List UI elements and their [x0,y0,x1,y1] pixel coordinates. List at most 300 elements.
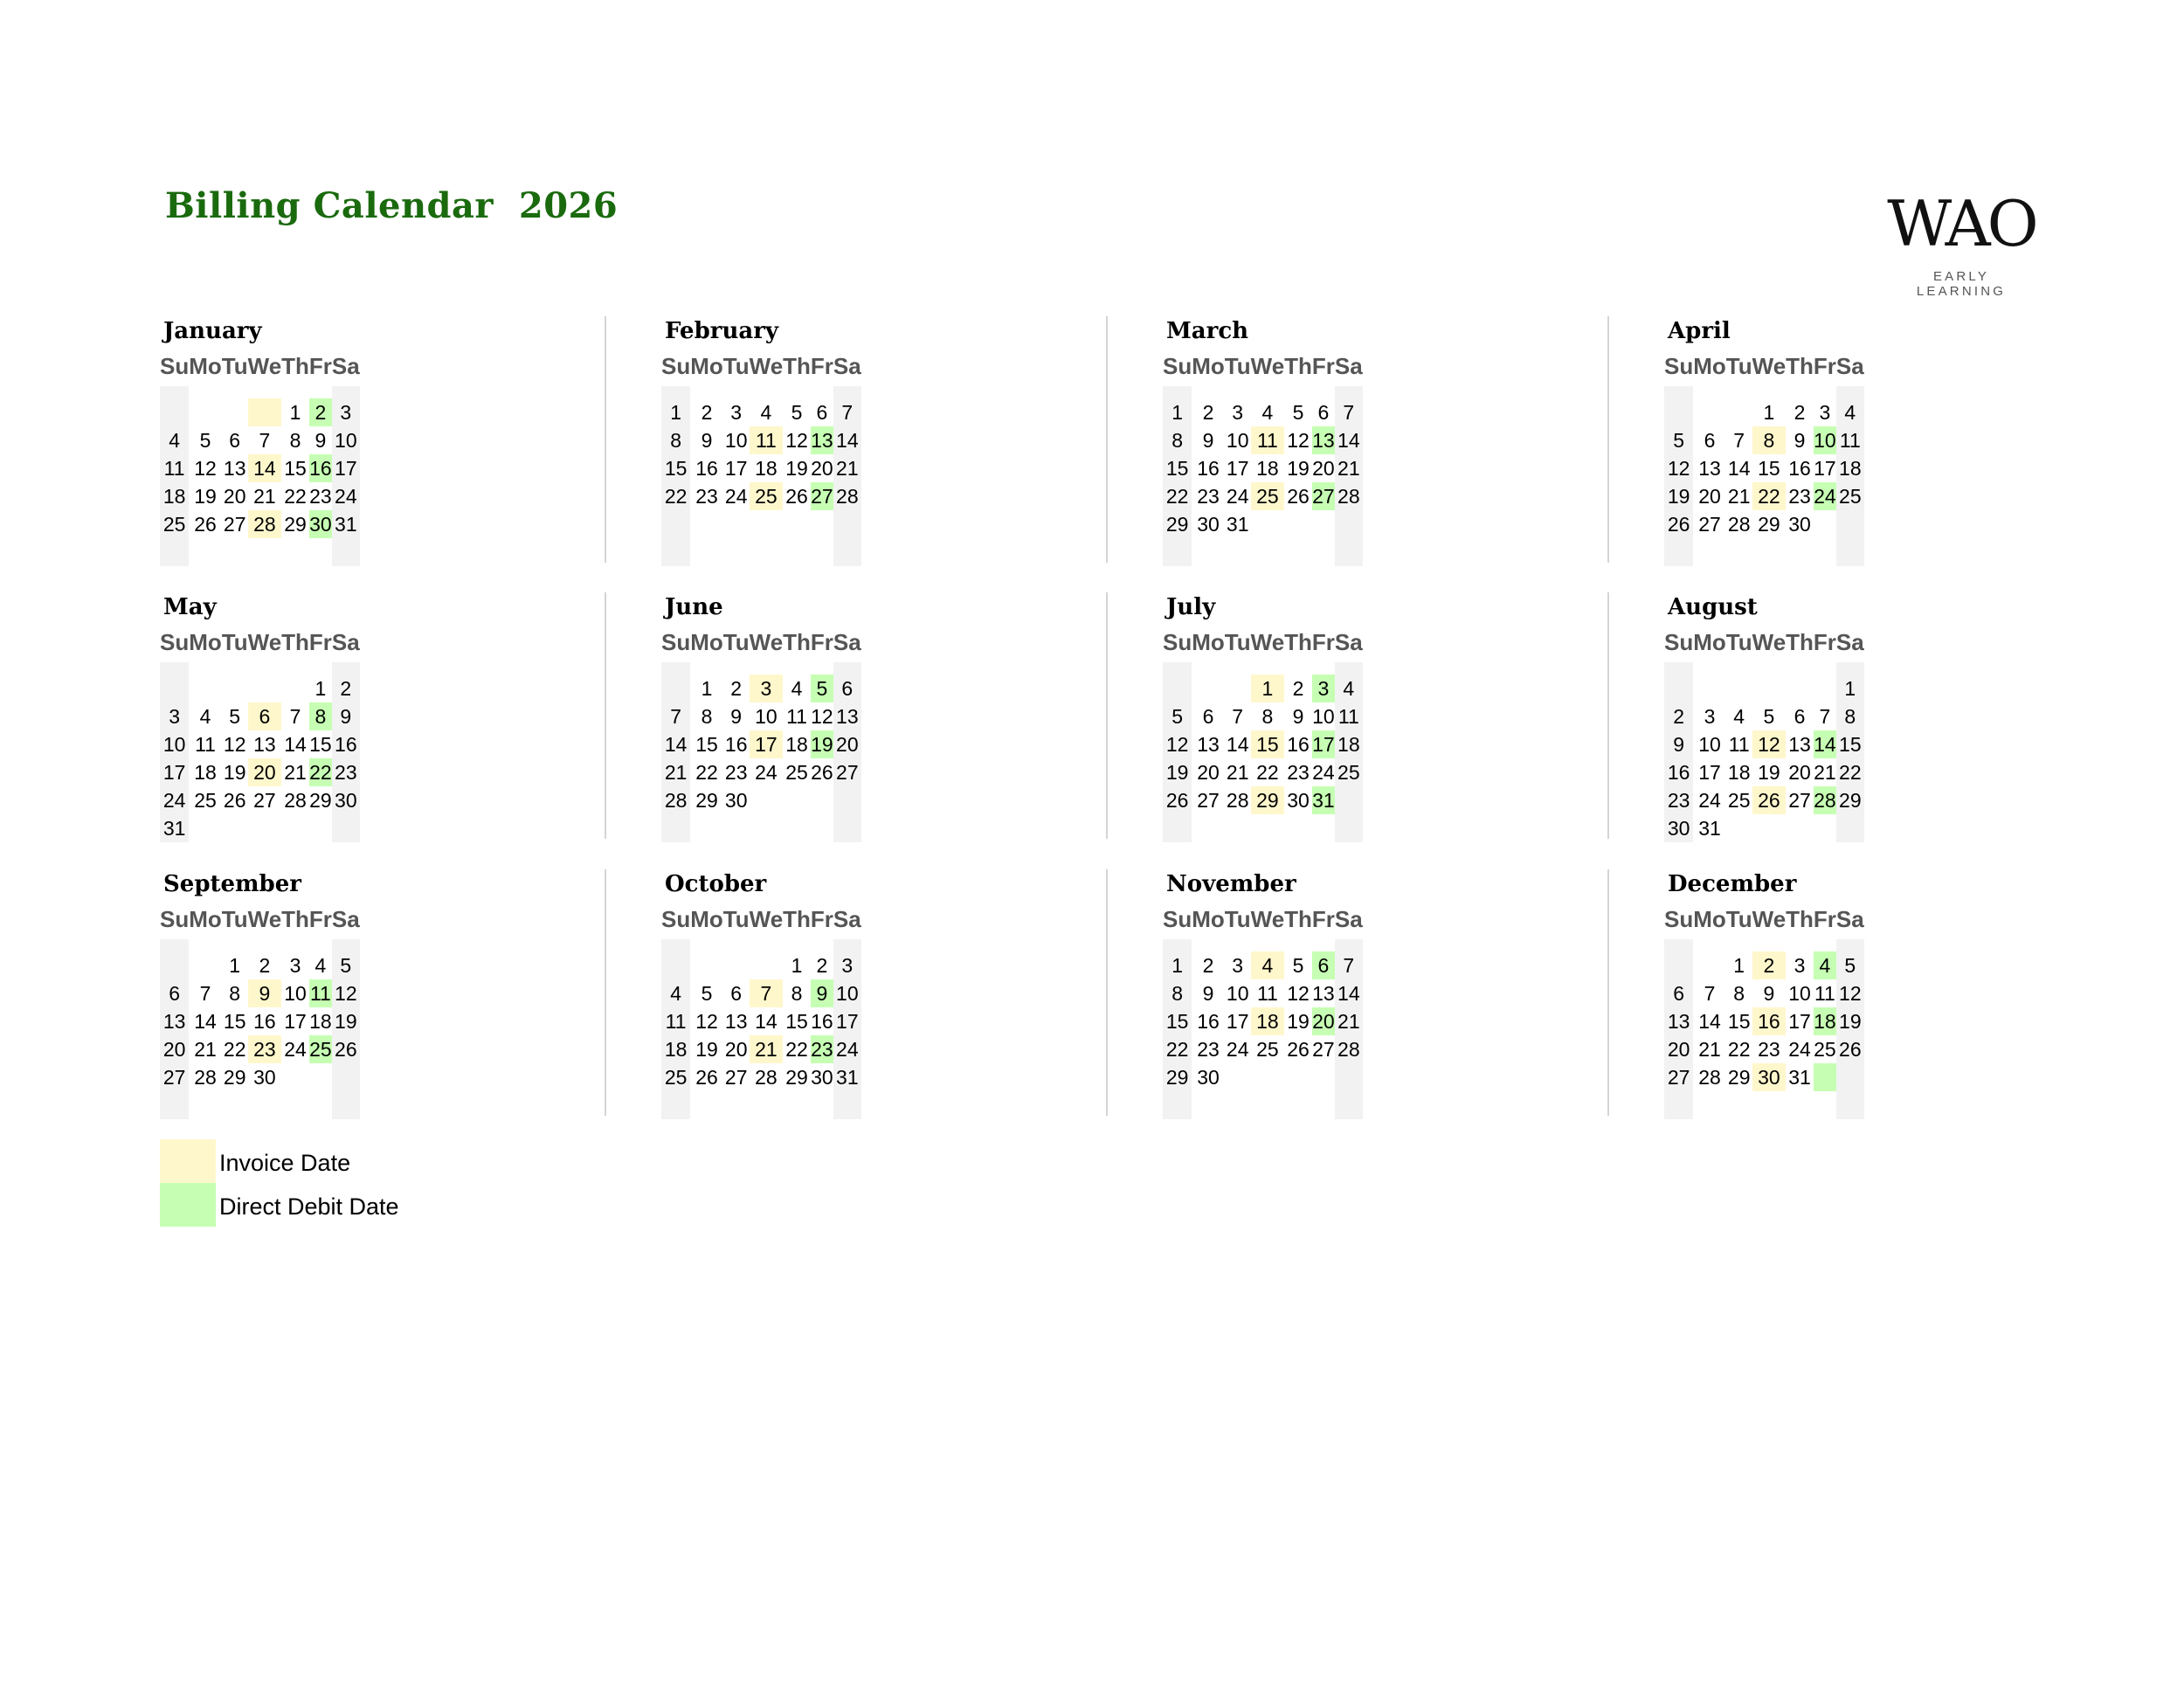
day-cell: 27 [1664,1063,1693,1091]
month-table [1163,353,1363,566]
day-cell: 15 [223,1010,246,1033]
day-cell: 1 [314,677,327,700]
day-cell: 11 [661,1007,690,1035]
weekday-header: Su [661,353,691,379]
spacer-cell [1786,939,1814,951]
empty-cell [1284,814,1312,842]
day-cell: 4 [760,401,772,424]
empty-cell [1786,814,1814,842]
day-cell: 20 [1698,485,1721,508]
day-cell: 9 [1763,982,1775,1005]
day-cell: 25 [194,789,217,812]
day-cell: 10 [755,705,778,728]
day-cell: 16 [1664,758,1693,786]
spacer-cell [811,939,833,951]
day-cell: 9 [1292,705,1304,728]
day-cell: 22 [1256,761,1279,784]
month-name: April [1668,318,1731,344]
weekday-header: We [1250,629,1285,655]
empty-cell [1335,1091,1363,1119]
day-cell: 14 [833,426,861,454]
spacer-cell [833,939,861,951]
empty-cell [1693,1091,1726,1119]
day-cell: 21 [253,485,276,508]
weekday-header: Sa [331,353,360,379]
spacer-cell [248,386,282,398]
day-cell: 17 [332,454,360,482]
empty-cell [222,398,248,426]
day-cell: 7 [750,979,784,1007]
day-cell: 16 [811,1010,833,1033]
day-cell: 28 [1814,786,1836,814]
spacer-cell [1726,939,1752,951]
day-cell: 29 [1163,510,1192,538]
empty-cell [1312,1063,1335,1091]
empty-cell [1814,1063,1836,1091]
day-cell: 13 [1197,733,1220,756]
spacer-cell [723,386,750,398]
spacer-cell [1163,662,1192,675]
day-cell: 22 [1163,482,1192,510]
day-cell: 4 [160,426,189,454]
weekday-header: Fr [810,629,833,655]
day-cell: 3 [289,954,301,977]
day-cell: 17 [1226,457,1249,480]
day-cell: 17 [284,1010,307,1033]
empty-cell [811,538,833,566]
day-cell: 7 [1704,982,1716,1005]
day-cell: 25 [661,1063,690,1091]
day-cell: 13 [1788,733,1811,756]
empty-cell [222,538,248,566]
empty-cell [1284,538,1312,566]
day-cell: 21 [661,758,690,786]
weekday-header: We [1752,629,1787,655]
day-cell: 11 [1728,733,1750,756]
weekday-header: We [749,353,784,379]
day-cell: 28 [1335,482,1363,510]
day-cell: 2 [1202,401,1214,424]
day-cell: 14 [1226,733,1249,756]
day-cell: 6 [1664,979,1693,1007]
spacer-cell [1312,662,1335,675]
day-cell: 3 [1312,675,1335,702]
day-cell: 18 [1836,454,1864,482]
spacer-cell [222,662,248,675]
day-cell: 24 [284,1038,307,1061]
month-table [160,353,360,566]
day-cell: 13 [223,457,246,480]
logo-subtitle: EARLY LEARNING [1916,269,2007,299]
empty-cell [332,814,360,842]
weekday-header: Su [160,353,190,379]
weekday-header: We [1752,906,1787,932]
day-cell: 1 [1763,401,1775,424]
day-cell: 13 [811,426,833,454]
day-cell: 27 [811,482,833,510]
day-cell: 3 [833,951,861,979]
day-cell: 2 [332,675,360,702]
day-cell: 12 [1664,454,1693,482]
empty-cell [690,510,723,538]
day-cell: 3 [1794,954,1806,977]
weekday-header: Tu [1224,906,1251,932]
day-cell: 14 [1335,979,1363,1007]
empty-cell [783,1091,811,1119]
spacer-cell [1335,386,1363,398]
day-cell: 10 [833,979,861,1007]
weekday-header: Sa [1334,353,1363,379]
weekday-header: Fr [1311,906,1335,932]
empty-cell [222,675,248,702]
weekday-header: Tu [722,353,750,379]
day-cell: 5 [332,951,360,979]
day-cell: 2 [309,398,332,426]
day-cell: 6 [160,979,189,1007]
day-cell: 28 [755,1066,778,1089]
weekday-header: Su [1664,353,1694,379]
day-cell: 24 [1814,482,1836,510]
day-cell: 7 [661,702,690,730]
empty-cell [750,510,784,538]
empty-cell [783,814,811,842]
weekday-header: Sa [833,906,861,932]
day-cell: 16 [724,733,748,756]
empty-cell [690,814,723,842]
spacer-cell [1251,939,1285,951]
day-cell: 14 [1727,457,1751,480]
empty-cell [189,675,222,702]
day-cell: 20 [811,457,833,480]
day-cell: 17 [1312,730,1335,758]
day-cell: 3 [730,401,743,424]
day-cell: 3 [160,702,189,730]
month-name: March [1166,318,1249,344]
spacer-cell [833,386,861,398]
empty-cell [281,1063,309,1091]
day-cell: 11 [1335,702,1363,730]
day-cell: 26 [811,761,833,784]
day-cell: 18 [309,1010,332,1033]
spacer-cell [1693,662,1726,675]
day-cell: 8 [289,429,301,452]
spacer-cell [661,939,690,951]
empty-cell [661,538,690,566]
empty-cell [1664,951,1693,979]
day-cell: 13 [1664,1007,1693,1035]
day-cell: 16 [309,454,332,482]
empty-cell [1726,538,1752,566]
day-cell: 14 [284,733,307,756]
day-cell: 5 [1836,951,1864,979]
spacer-cell [1312,939,1335,951]
empty-cell [160,675,189,702]
weekday-header: We [247,353,282,379]
day-cell: 3 [1232,401,1244,424]
day-cell: 9 [1794,429,1806,452]
empty-cell [811,814,833,842]
empty-cell [1312,510,1335,538]
spacer-cell [783,386,811,398]
column-divider [1607,316,1609,563]
weekday-header: We [247,906,282,932]
day-cell: 2 [1752,951,1787,979]
weekday-header: Th [1786,353,1814,379]
day-cell: 1 [1163,951,1192,979]
spacer-cell [1225,662,1251,675]
spacer-cell [1726,662,1752,675]
empty-cell [332,1091,360,1119]
empty-cell [1814,675,1836,702]
empty-cell [1664,538,1693,566]
empty-cell [1251,814,1285,842]
day-cell: 5 [1664,426,1693,454]
day-cell: 10 [1226,982,1249,1005]
day-cell: 2 [730,677,743,700]
weekday-header: Tu [1224,353,1251,379]
day-cell: 23 [1197,1038,1220,1061]
day-cell: 18 [1814,1007,1836,1035]
spacer-cell [1284,939,1312,951]
weekday-header: Tu [1224,629,1251,655]
weekday-header: We [1250,353,1285,379]
day-cell: 5 [1763,705,1775,728]
spacer-cell [750,662,784,675]
empty-cell [1814,510,1836,538]
day-cell: 23 [1287,761,1310,784]
day-cell: 27 [833,758,861,786]
empty-cell [661,951,690,979]
empty-cell [1693,675,1726,702]
day-cell: 8 [791,982,803,1005]
day-cell: 14 [661,730,690,758]
empty-cell [160,1091,189,1119]
weekday-header: Th [1284,629,1312,655]
day-cell: 5 [701,982,713,1005]
spacer-cell [189,939,222,951]
day-cell: 23 [309,485,332,508]
day-cell: 25 [309,1035,332,1063]
day-cell: 8 [1836,702,1864,730]
weekday-header: Fr [308,353,332,379]
day-cell: 28 [1226,789,1249,812]
day-cell: 21 [1727,485,1751,508]
day-cell: 19 [811,730,833,758]
day-cell: 17 [160,758,189,786]
day-cell: 2 [1664,702,1693,730]
day-cell: 22 [785,1038,808,1061]
weekday-header: Th [783,353,811,379]
day-cell: 24 [1312,761,1335,784]
empty-cell [160,951,189,979]
day-cell: 17 [1226,1010,1249,1033]
day-cell: 6 [816,401,828,424]
empty-cell [248,398,282,426]
day-cell: 7 [1819,705,1831,728]
spacer-cell [1192,662,1225,675]
empty-cell [1786,538,1814,566]
day-cell: 19 [332,1007,360,1035]
empty-cell [723,951,750,979]
empty-cell [1836,510,1864,538]
empty-cell [1225,1063,1251,1091]
empty-cell [309,538,332,566]
day-cell: 27 [1312,1038,1335,1061]
day-cell: 13 [160,1007,189,1035]
empty-cell [1192,814,1225,842]
empty-cell [1163,814,1192,842]
direct-debit-swatch [160,1183,216,1227]
spacer-cell [1726,386,1752,398]
day-cell: 23 [811,1035,833,1063]
empty-cell [1836,1063,1864,1091]
empty-cell [248,538,282,566]
day-cell: 21 [1226,761,1249,784]
day-cell: 25 [1335,758,1363,786]
day-cell: 27 [223,513,246,536]
day-cell: 30 [1197,1066,1220,1089]
day-cell: 9 [701,429,713,452]
day-cell: 31 [833,1063,861,1091]
month-name: February [665,318,779,344]
empty-cell [1335,814,1363,842]
weekday-header: Fr [1311,629,1335,655]
day-cell: 21 [1698,1038,1721,1061]
weekday-header: Fr [1813,906,1836,932]
spacer-cell [1664,662,1693,675]
empty-cell [1752,538,1787,566]
month-table [661,353,861,566]
day-cell: 8 [1752,426,1787,454]
weekday-header: Su [1163,353,1192,379]
day-cell: 6 [1794,705,1806,728]
spacer-cell [222,939,248,951]
column-divider [605,592,606,839]
empty-cell [1836,814,1864,842]
spacer-cell [281,939,309,951]
day-cell: 22 [1836,758,1864,786]
empty-cell [1251,538,1285,566]
day-cell: 18 [1256,457,1279,480]
spacer-cell [332,662,360,675]
legend-label: Direct Debit Date [219,1193,399,1220]
day-cell: 9 [332,702,360,730]
spacer-cell [1836,662,1864,675]
spacer-cell [750,386,784,398]
day-cell: 14 [1814,730,1836,758]
weekday-header: Su [661,906,691,932]
day-cell: 12 [223,733,246,756]
empty-cell [1225,1091,1251,1119]
day-cell: 3 [332,398,360,426]
day-cell: 11 [786,705,807,728]
empty-cell [833,510,861,538]
day-cell: 25 [750,482,784,510]
day-cell: 25 [785,761,808,784]
empty-cell [1664,398,1693,426]
day-cell: 12 [1287,982,1310,1005]
day-cell: 14 [248,454,282,482]
day-cell: 24 [1226,1038,1249,1061]
spacer-cell [222,386,248,398]
day-cell: 17 [1788,1010,1811,1033]
day-cell: 12 [194,457,217,480]
day-cell: 18 [194,761,217,784]
day-cell: 1 [1163,398,1192,426]
day-cell: 23 [248,1035,282,1063]
empty-cell [661,814,690,842]
empty-cell [783,538,811,566]
day-cell: 28 [1727,513,1751,536]
weekday-header: Tu [722,629,750,655]
day-cell: 26 [785,485,808,508]
day-cell: 3 [1704,705,1716,728]
day-cell: 9 [314,429,327,452]
empty-cell [222,814,248,842]
day-cell: 15 [661,454,690,482]
weekday-header: Sa [1835,353,1864,379]
spacer-cell [690,386,723,398]
empty-cell [1335,510,1363,538]
weekday-header: Sa [833,353,861,379]
day-cell: 26 [1664,510,1693,538]
spacer-cell [1752,662,1787,675]
day-cell: 19 [194,485,217,508]
day-cell: 4 [1335,675,1363,702]
empty-cell [332,1063,360,1091]
day-cell: 7 [259,429,271,452]
empty-cell [833,814,861,842]
month-table [1664,353,1864,566]
spacer-cell [661,662,690,675]
weekday-header: Tu [221,353,248,379]
spacer-cell [281,386,309,398]
day-cell: 19 [1287,457,1310,480]
empty-cell [1814,538,1836,566]
day-cell: 24 [160,786,189,814]
day-cell: 31 [1698,817,1721,840]
weekday-header: Th [783,629,811,655]
company-logo [1887,187,2035,327]
day-cell: 15 [284,457,307,480]
day-cell: 1 [1251,675,1285,702]
spacer-cell [1192,939,1225,951]
day-cell: 9 [248,979,282,1007]
weekday-header: Mo [1693,353,1726,379]
empty-cell [783,786,811,814]
day-cell: 28 [284,789,307,812]
day-cell: 27 [1197,789,1220,812]
day-cell: 24 [332,482,360,510]
day-cell: 10 [1698,733,1721,756]
day-cell: 29 [1251,786,1285,814]
day-cell: 5 [811,675,833,702]
spacer-cell [309,939,332,951]
day-cell: 21 [1335,454,1363,482]
day-cell: 30 [1664,814,1693,842]
day-cell: 7 [1733,429,1745,452]
day-cell: 2 [816,954,828,977]
day-cell: 27 [1312,482,1335,510]
day-cell: 15 [309,733,332,756]
weekday-header: We [1250,906,1285,932]
weekday-header: Fr [308,906,332,932]
month-table [1163,906,1363,1119]
spacer-cell [1163,939,1192,951]
empty-cell [1664,1091,1693,1119]
day-cell: 6 [1704,429,1716,452]
day-cell: 16 [1197,457,1220,480]
